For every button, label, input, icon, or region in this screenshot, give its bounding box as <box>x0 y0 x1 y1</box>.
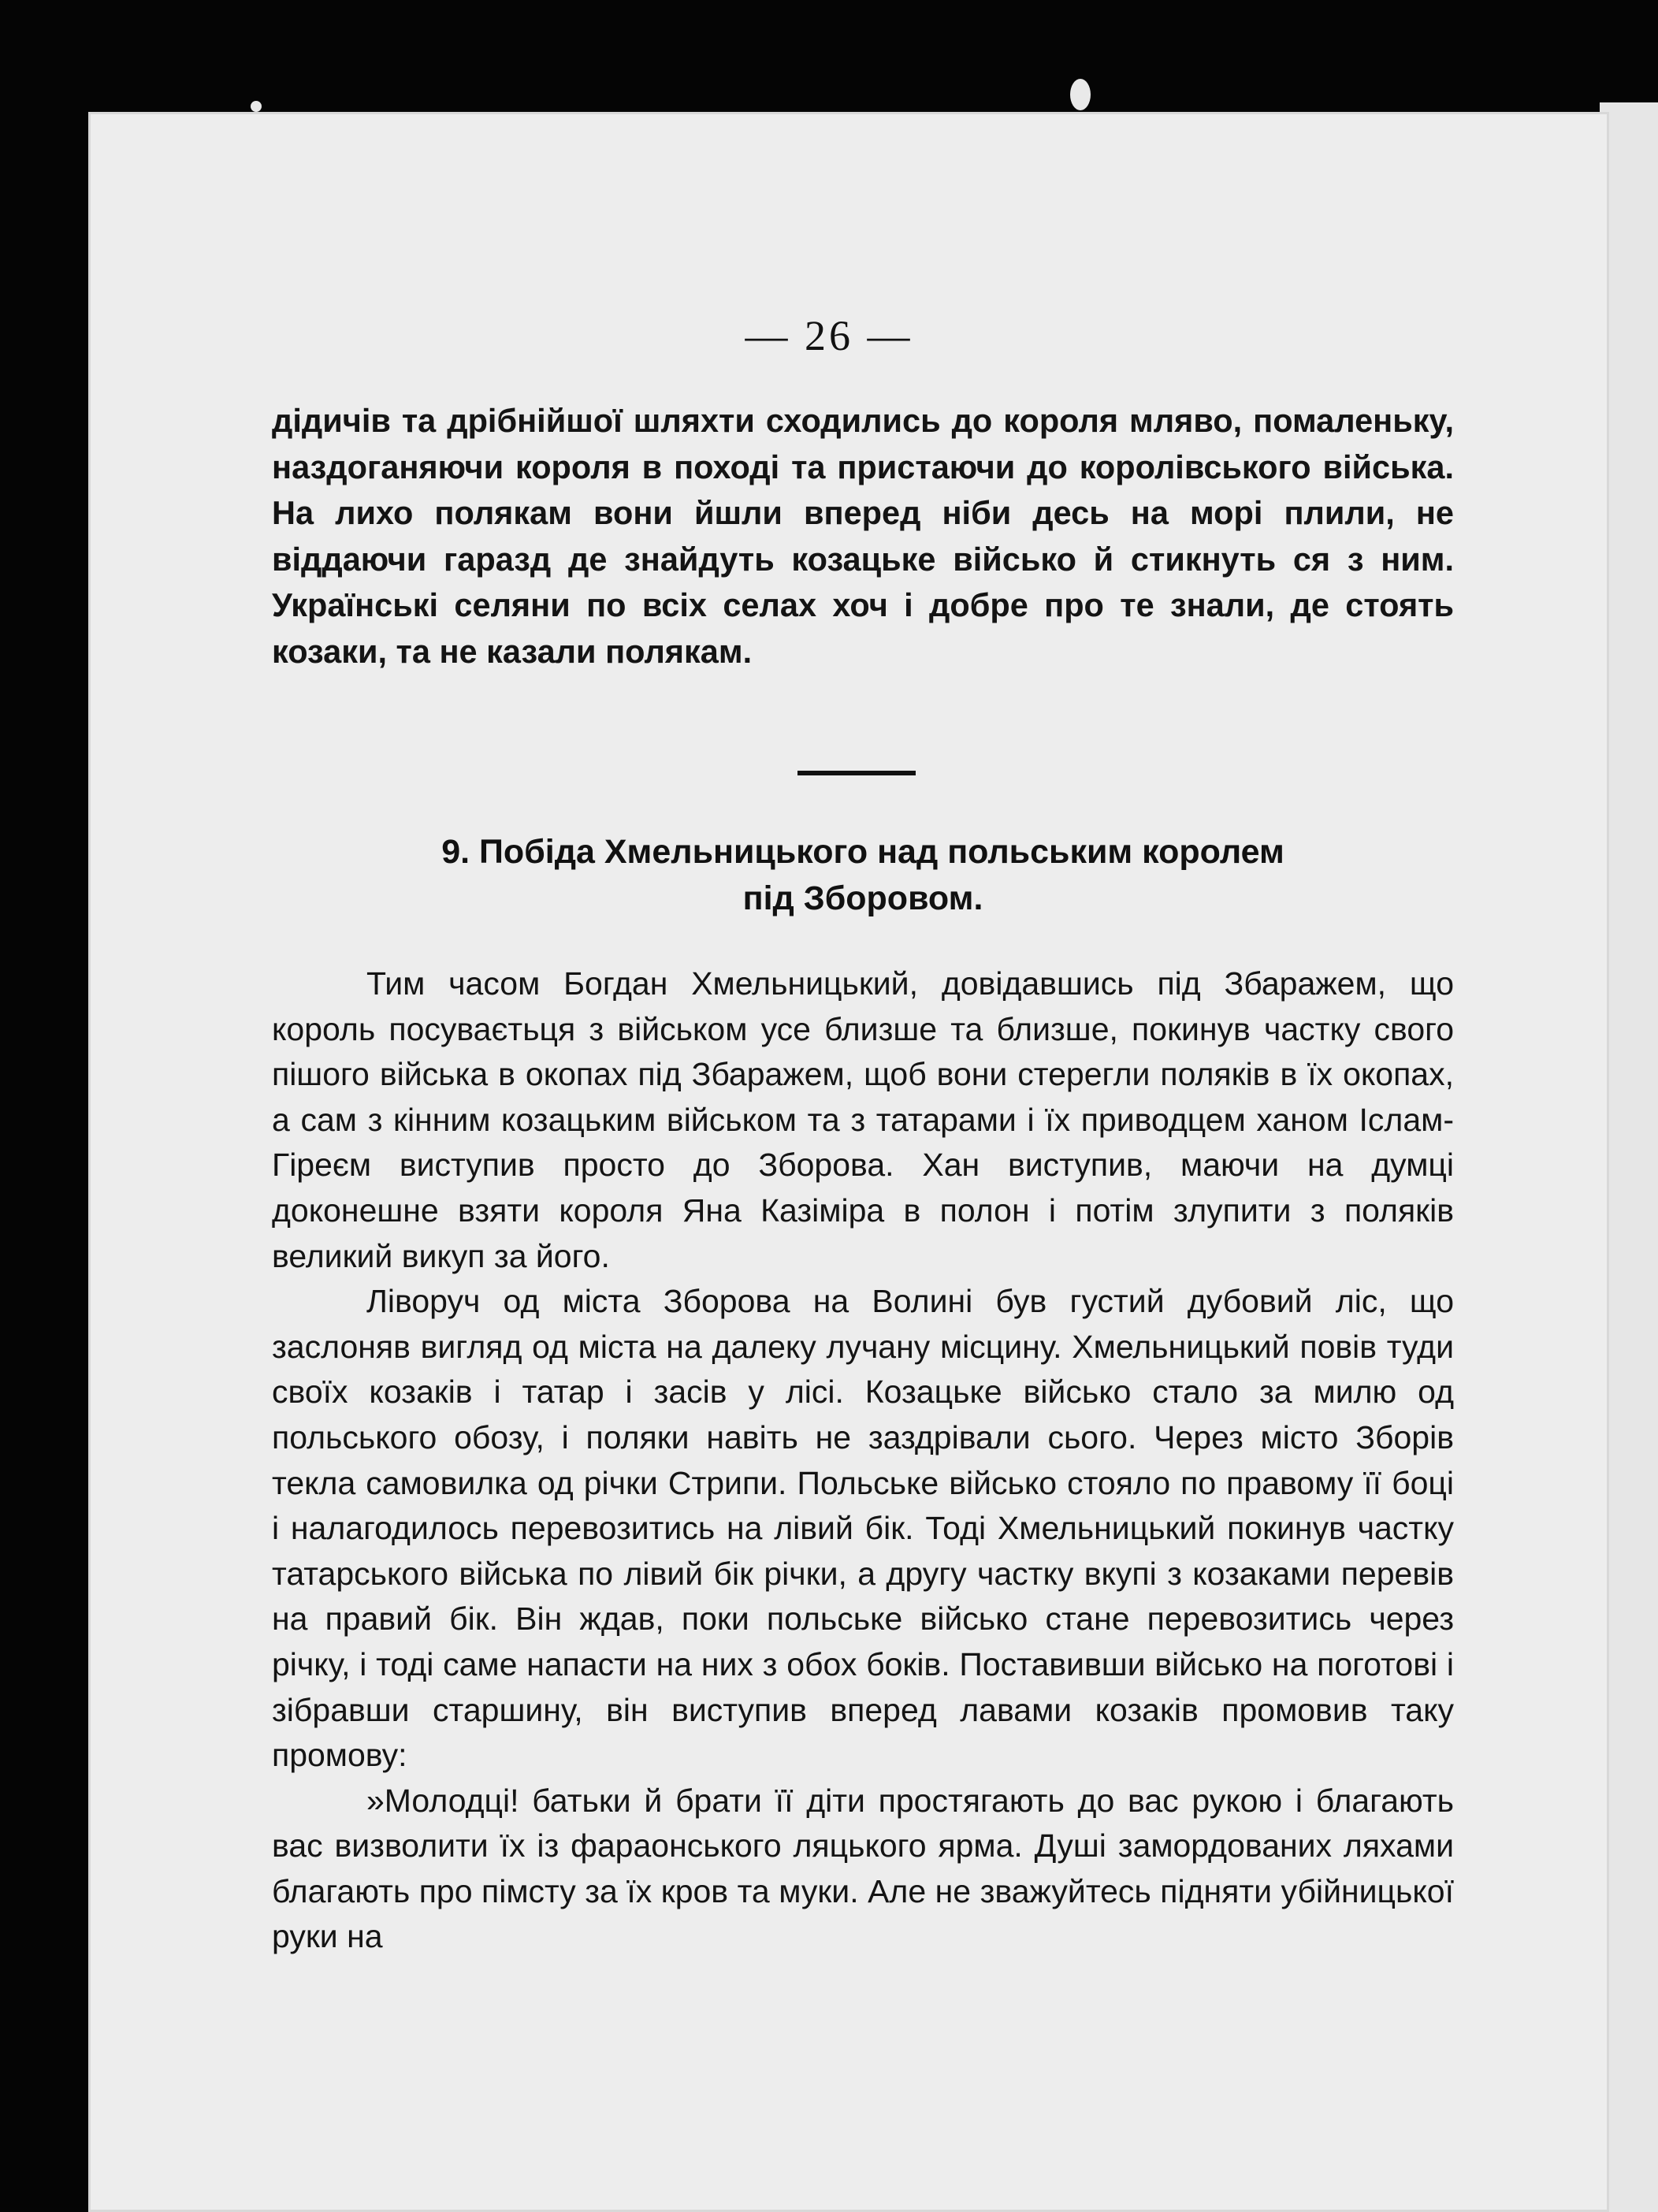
section-divider <box>797 771 916 775</box>
paragraph: Тим часом Богдан Хмельницький, довідавшись під Збаражем, що король посуваєтьця з військом усе близше та близше, покинув частку свого пішого війська в окопах під Збаражем, щоб вони стерегли поляків в їх окопах, а сам з кінним козацьким військом та з татарами і їх приводцем ханом Іслам-Гіреєм виступив просто до Зборова. Хан виступив, маючи на думці доконешне взяти короля Яна Казіміра в полон і потім злупити з поляків великий викуп за його. <box>272 965 1454 1274</box>
paragraph: Ліворуч од міста Зборова на Волині був густий дубовий ліс, що заслоняв вигляд од міста на далеку лучану місцину. Хмельницький повів туди своїх козаків і татар і засів у лісі. Козацьке військо стало за милю од польського обозу, і поляки навіть не заздрівали сього. Через місто Зборів текла самовилка од річки Стрипи. Польське військо стояло по правому її боці і налагодилось перевозитись на лівий бік. Тоді Хмельницький покинув частку татарського війська по лівий бік річки, а другу частку вкупі з козаками перевів на правий бік. Він ждав, поки польське військо стане перевозитись через річку, і тоді саме напасти на них з обох боків. Поставивши військо на поготові і зібравши старшину, він виступив вперед лавами козаків промовив таку промову: <box>272 1283 1454 1774</box>
scan-speck <box>251 101 262 112</box>
section-heading-line2: під Зборовом. <box>742 879 983 917</box>
paragraph: »Молодці! батьки й брати її діти простягають до вас рукою і благають вас визволити їх із фараонського ляцького ярма. Душі замордованих ляхами благають про пімсту за їх кров та муки. Але не зважуйтесь підняти убійницької руки на <box>272 1782 1454 1955</box>
page-number: — 26 — <box>745 312 913 359</box>
section-heading-line1: 9. Побіда Хмельницького над польським королем <box>441 833 1284 871</box>
scan-speck <box>1070 79 1091 110</box>
intro-paragraph: дідичів та дрібнійшої шляхти сходились до короля мляво, помаленьку, наздоганяючи короля в поході та пристаючи до королівського війська. На лихо полякам вони йшли вперед ніби десь на морі плили, не віддаючи гаразд де знайдуть козацьке військо й стикнуть ся з ним. Українські селяни по всіх селах хоч і добре про те знали, де стоять козаки, та не казали полякам. <box>272 402 1454 670</box>
body-text <box>272 961 1454 1960</box>
section-heading <box>272 829 1454 922</box>
